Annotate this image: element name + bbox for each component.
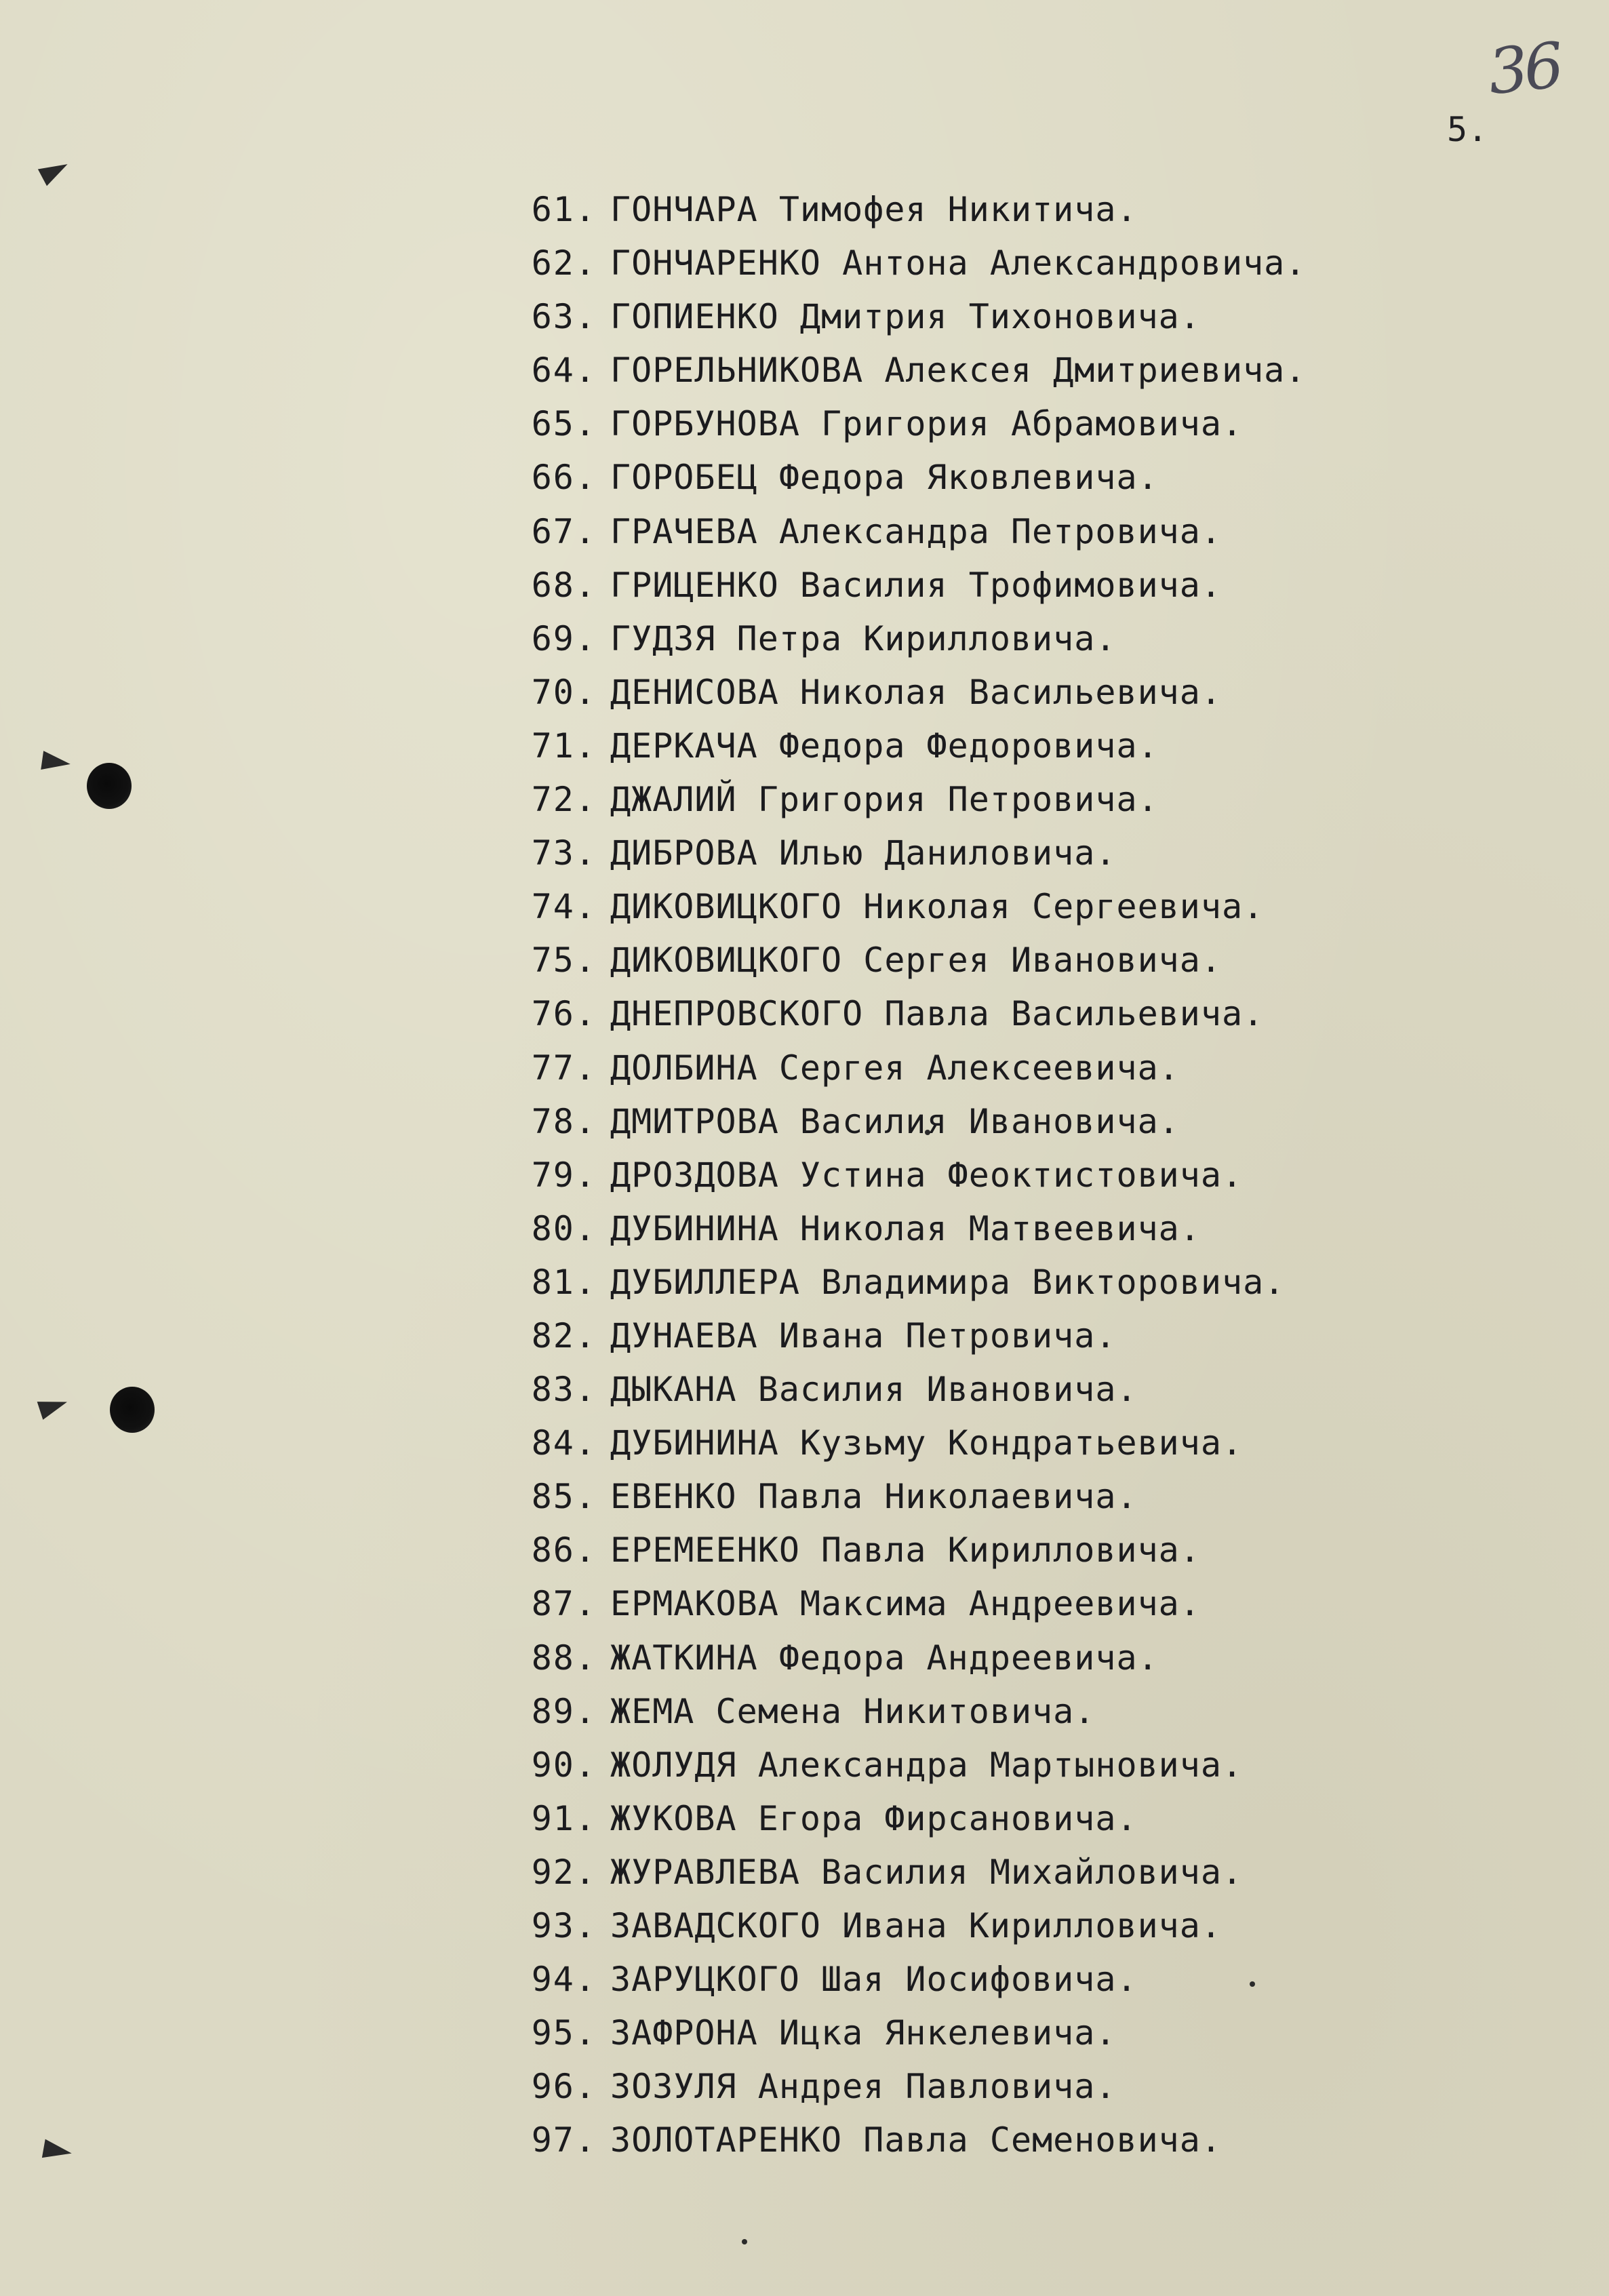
list-item	[505, 559, 1306, 612]
archive-sheet-number: 36	[1484, 28, 1564, 109]
entry-number: 87.	[531, 1584, 597, 1624]
staple-mark-icon	[41, 751, 71, 774]
entry-name: ДУБИНИНА Николая Матвеевича.	[610, 1208, 1201, 1248]
list-item	[505, 1256, 1306, 1309]
entry-number: 85.	[531, 1477, 597, 1517]
entry-number: 77.	[531, 1048, 597, 1088]
list-item	[505, 1417, 1306, 1470]
entry-name: ЖУРАВЛЕВА Василия Михайловича.	[610, 1852, 1244, 1892]
entry-number: 86.	[531, 1530, 597, 1570]
entry-name: ДИБРОВА Илью Даниловича.	[610, 833, 1117, 873]
list-item	[505, 1953, 1306, 2006]
entry-name: ДИКОВИЦКОГО Николая Сергеевича.	[610, 887, 1265, 927]
list-item	[505, 2114, 1306, 2167]
entry-name: ДЕНИСОВА Николая Васильевича.	[610, 672, 1222, 712]
entry-number: 70.	[531, 672, 597, 712]
entry-number: 97.	[531, 2120, 597, 2160]
page-number: 5.	[1447, 110, 1488, 149]
list-item	[505, 1042, 1306, 1095]
entry-name: ДУБИЛЛЕРА Владимира Викторовича.	[610, 1262, 1286, 1302]
list-item	[505, 1149, 1306, 1202]
entry-number: 80.	[531, 1208, 597, 1248]
entry-name: ЗОЗУЛЯ Андрея Павловича.	[610, 2067, 1117, 2107]
entry-name: ДЫКАНА Василия Ивановича.	[610, 1370, 1138, 1410]
entry-name: ЕВЕНКО Павла Николаевича.	[610, 1477, 1138, 1517]
list-item	[505, 237, 1306, 290]
entry-number: 63.	[531, 297, 597, 337]
entry-number: 74.	[531, 887, 597, 927]
list-item	[505, 1577, 1306, 1631]
list-item	[505, 773, 1306, 827]
list-item	[505, 397, 1306, 451]
entry-number: 65.	[531, 404, 597, 444]
entry-number: 69.	[531, 618, 597, 658]
list-item	[505, 934, 1306, 987]
list-item	[505, 1470, 1306, 1524]
list-item	[505, 1631, 1306, 1685]
entry-name: ДУНАЕВА Ивана Петровича.	[610, 1315, 1117, 1355]
entry-name: ЗАРУЦКОГО Шая Иосифовича.	[610, 1960, 1138, 2000]
entry-name: ГОНЧАРЕНКО Антона Александровича.	[610, 243, 1307, 283]
list-item	[505, 1202, 1306, 1256]
entry-number: 68.	[531, 565, 597, 605]
entry-name: ДУБИНИНА Кузьму Кондратьевича.	[610, 1423, 1244, 1463]
entry-number: 96.	[531, 2067, 597, 2107]
entry-number: 79.	[531, 1155, 597, 1195]
entry-name: ДИКОВИЦКОГО Сергея Ивановича.	[610, 941, 1222, 981]
entry-number: 90.	[531, 1745, 597, 1785]
entry-number: 91.	[531, 1798, 597, 1838]
entry-name: ЖАТКИНА Федора Андреевича.	[610, 1638, 1159, 1678]
entry-name: ГРИЦЕНКО Василия Трофимовича.	[610, 565, 1222, 605]
entry-name: ГОРЕЛЬНИКОВА Алексея Дмитриевича.	[610, 351, 1307, 391]
staple-mark-icon	[42, 2139, 73, 2163]
list-item	[505, 1739, 1306, 1792]
entry-number: 71.	[531, 726, 597, 766]
list-item	[505, 827, 1306, 880]
ink-speck	[742, 2239, 747, 2244]
entry-number: 76.	[531, 994, 597, 1034]
entry-name: ЖУКОВА Егора Фирсановича.	[610, 1798, 1138, 1838]
punch-hole	[110, 1387, 155, 1433]
entry-number: 92.	[531, 1852, 597, 1892]
list-item	[505, 880, 1306, 934]
punch-hole	[87, 763, 132, 809]
entry-name: ДОЛБИНА Сергея Алексеевича.	[610, 1048, 1180, 1088]
entry-number: 81.	[531, 1262, 597, 1302]
list-item	[505, 1685, 1306, 1739]
entry-name: ГОРОБЕЦ Федора Яковлевича.	[610, 458, 1159, 498]
list-item	[505, 1524, 1306, 1577]
entry-name: ДМИТРОВА Василия Ивановича.	[610, 1101, 1180, 1141]
entry-number: 93.	[531, 1906, 597, 1945]
list-item	[505, 1846, 1306, 1899]
list-item	[505, 1309, 1306, 1363]
entry-name: ЗАВАДСКОГО Ивана Кирилловича.	[610, 1906, 1222, 1945]
list-item	[505, 183, 1306, 237]
staple-mark-icon	[37, 1393, 71, 1420]
entry-number: 78.	[531, 1101, 597, 1141]
list-item	[505, 987, 1306, 1041]
entry-name: ГРАЧЕВА Александра Петровича.	[610, 511, 1222, 551]
list-item	[505, 290, 1306, 344]
entry-number: 82.	[531, 1315, 597, 1355]
entry-number: 72.	[531, 780, 597, 820]
entry-name: ДНЕПРОВСКОГО Павла Васильевича.	[610, 994, 1265, 1034]
entry-name: ДЕРКАЧА Федора Федоровича.	[610, 726, 1159, 766]
entry-number: 73.	[531, 833, 597, 873]
entry-name: ГУДЗЯ Петра Кирилловича.	[610, 618, 1117, 658]
entry-number: 61.	[531, 190, 597, 229]
entry-name: ЕРЕМЕЕНКО Павла Кирилловича.	[610, 1530, 1201, 1570]
list-item	[505, 612, 1306, 666]
list-item	[505, 1363, 1306, 1417]
staple-mark-icon	[38, 156, 72, 186]
entry-name: ЖОЛУДЯ Александра Мартыновича.	[610, 1745, 1244, 1785]
entry-name: ЗОЛОТАРЕНКО Павла Семеновича.	[610, 2120, 1222, 2160]
entry-name: ГОРБУНОВА Григория Абрамовича.	[610, 404, 1244, 444]
entry-name: ЖЕМА Семена Никитовича.	[610, 1691, 1096, 1731]
entry-name: ЕРМАКОВА Максима Андреевича.	[610, 1584, 1201, 1624]
entry-number: 67.	[531, 511, 597, 551]
list-item	[505, 719, 1306, 773]
list-item	[505, 505, 1306, 559]
name-list	[505, 183, 1306, 2167]
list-item	[505, 1095, 1306, 1149]
entry-name: ГОНЧАРА Тимофея Никитича.	[610, 190, 1138, 229]
entry-number: 89.	[531, 1691, 597, 1731]
entry-name: ГОПИЕНКО Дмитрия Тихоновича.	[610, 297, 1201, 337]
entry-number: 64.	[531, 351, 597, 391]
list-item	[505, 1899, 1306, 1953]
list-item	[505, 666, 1306, 719]
entry-name: ДЖАЛИЙ Григория Петровича.	[610, 780, 1159, 820]
entry-number: 94.	[531, 1960, 597, 2000]
entry-name: ДРОЗДОВА Устина Феоктистовича.	[610, 1155, 1244, 1195]
list-item	[505, 344, 1306, 397]
list-item	[505, 2060, 1306, 2114]
entry-number: 66.	[531, 458, 597, 498]
entry-number: 62.	[531, 243, 597, 283]
list-item	[505, 2006, 1306, 2060]
list-item	[505, 1792, 1306, 1846]
entry-name: ЗАФРОНА Ицка Янкелевича.	[610, 2013, 1117, 2053]
entry-number: 88.	[531, 1638, 597, 1678]
entry-number: 75.	[531, 941, 597, 981]
list-item	[505, 451, 1306, 504]
entry-number: 84.	[531, 1423, 597, 1463]
entry-number: 83.	[531, 1370, 597, 1410]
entry-number: 95.	[531, 2013, 597, 2053]
